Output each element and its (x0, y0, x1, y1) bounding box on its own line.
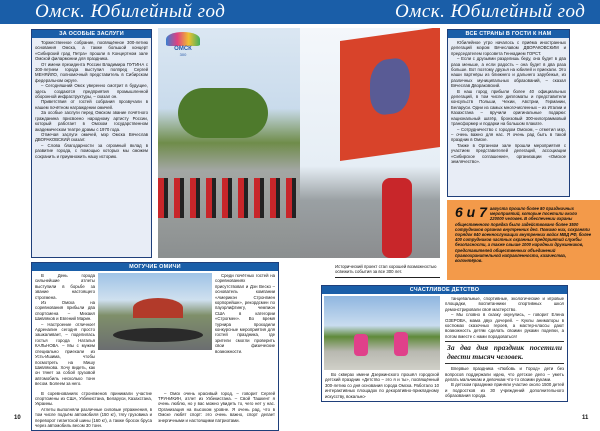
strongmen-photo (98, 273, 212, 350)
pull-quote: За два дня праздник посетили двести тысяч человек. (445, 341, 564, 364)
flag-photo (300, 28, 440, 258)
paragraph: Приветствия от гостей собрания прозвучали в нашем почётном награждении омичей. (35, 99, 148, 110)
merits-article (31, 29, 152, 258)
omsk-300-logo: ОМСК 300 (166, 32, 200, 57)
paragraph: Торжественное собрание, посвящённое 300-летию основания Омска, а также большой концерт «Сибирский град Петра» прошли в Концертном зале Омской филармонии для праздника. (35, 40, 148, 62)
stats-dates: 6 и 7 (455, 204, 487, 220)
paragraph: От имени президента России Владимира ПУТИНА с 300-летием города выступил полпред Сергей МЕНЯЙЛО, полномочный представитель в Сибирском федеральном округе. (35, 61, 148, 83)
merits-heading: ЗА ОСОБЫЕ ЗАСЛУГИ (32, 30, 151, 38)
page-title-right: Омск. Юбилейный год (395, 1, 586, 22)
page-title-left: Омск. Юбилейный год (35, 1, 226, 22)
page-number-right: 11 (582, 415, 589, 421)
paragraph: За особые заслуги перед Омском звание почётного гражданина присвоено народному артисту России, который работает в Омском государственном академическом театре драмы с 1970 года. (35, 110, 148, 132)
merits-text (32, 38, 151, 161)
strongmen-heading: МОГУЧИЕ ОМИЧИ (32, 263, 278, 271)
paragraph: – Сотрудничество с городом Омском, – отметил мэр, – очень важно для нас. Я очень рад быть в такой праздник в Омске. (451, 126, 566, 143)
childhood-text: танцевальные, спортивные, экологические и игровые площадки, воспитанники спортивных школ демонстрировали своё мастерство. – Мы словно в сказку окунулись, – говорит Елена ОЗЕРОВА, мама двух дочерей. – Куклы аниматоры в костюмах сказочных героев, а мастер-классы дают возможность детям сделать своими руками поделки, а потом вместе с нами порадоваться! За два дня праздник посетили двести тысяч человек. Впервые праздника «Любовь и Город» дети без вопросов поддержали идею, что детское дело – уметь делать мальчикам и девочкам что-то своими руками. В детском празднике приняли участие около 1500 детей и подростков из 30 учреждений дополнительного образования города. (445, 296, 564, 399)
paragraph: – Сегодняшний Омск уверенно смотрит в будущее, здесь создаются предприятия промышленной оборонной инфраструктуры, – сказал он. (35, 83, 148, 100)
strongmen-col2-bottom: – Омск очень красивый город, – говорит Сергей ТРУНИКИН, атлет из Узбекистана. – Свой Ташкент я очень люблю, но у вас можно увидеть то, чего нет у нас. Организация на высоком уровне. Я очень рад, что в Омске любят спорт: это очень важно, спорт делает энергичными и настоящими патриотами. (158, 390, 275, 423)
paragraph: Отмечая заслуги омичей, мэр Омска Вячеслав ДВОРАКОВСКИЙ сказал: (35, 131, 148, 143)
paragraph: – Слова благодарности за огромный вклад в развитие города, с помощью которых мы сможем сохранить и приумножить нашу историю. (35, 142, 148, 159)
omsk-flag (340, 28, 440, 161)
strongmen-col1: В День города сильнейшие атлеты выступили в борьбе за звание настоящего строгмена. Из Омска на соревнования прибыли два спортсмена – Михаил Шивляков и Евгений Марин. – Настроение отличное! Адреналин сегодня просто зашкаливает, – поделилась гостья города Наталья КАЛЬНОВА. – Мы с мужем специально приехали из Усть-Ишима, чтобы посмотреть на Мишу Шивлякова. Хочу видеть, как он тянет за собой грузовой автомобиль несколько тонн весом. Болеем за него. (35, 273, 95, 387)
performer (382, 178, 412, 258)
strongmen-bottom-row (32, 389, 278, 431)
guests-heading: ВСЕ СТРАНЫ В ГОСТИ К НАМ (448, 30, 569, 38)
paragraph: Юбилейное утро началось с приёма иностранных делегаций мэром Вячеславом ДВОРАКОВСКИМ и председателем горсовета Геннадием ГОРСТ. (451, 40, 566, 56)
childhood-heading: СЧАСТЛИВОЕ ДЕТСТВО (322, 286, 567, 294)
stats-box (447, 200, 600, 280)
tree (178, 88, 268, 138)
strongmen-col1-bottom: В соревнованиях стронгменов принимали участие спортсмены из США, Узбекистана, Беларуси, Казахстана, Украины. Атлеты выполняли различные силовые упражнения, в том числе подъём автомобиля (150 кг), тягу грузовика и переворот гигантской шины (160 кг), а также бросок бруса через автомобиль весом 30 тонн. (35, 390, 152, 428)
childhood-caption: Во скверах имени Дзержинского прошёл городской детский праздник «Детство – это я и ты», посвящённый 300-летию со дня основания города Омска. Работало 10 интерактивных площадок по декоративно-прикладному искусству, вокально- (325, 372, 439, 399)
strongmen-article (31, 262, 279, 431)
childhood-article (321, 285, 568, 402)
guests-text (448, 38, 569, 166)
paragraph: В наш город прибыли более 40 официальных делегаций, в том числе дипломаты и представители консульств Польши, Чехии, Австрии, Германии, Беларуси. Одни из самых многочисленных – из Италии и Казахстана – вручили оригинальные подарки: национальный шатёр, бронзовый 300-килограммовый трансформер и подарки на большом плакате. (451, 88, 566, 127)
childhood-photo (324, 296, 440, 370)
paragraph: Также в Органном зале прошли мероприятия с участием представителей делегаций, ассоциации «Сибирское соглашение», организации «Омское землячество». (451, 142, 566, 164)
childhood-left-column (322, 294, 442, 401)
parade-photo (158, 28, 300, 258)
childhood-row (322, 294, 567, 401)
paragraph: – Если с друзьями разделишь беду, она будет в два раза меньше, а если радость – она будет в два раза больше. Вот поэтому друзья на юбилей и приехали. Это наши партнёры из ближнего и дальнего зарубежья, из различных муниципальных образований, – сказал Вячеслав Двораковский. (451, 56, 566, 89)
page-number-left: 10 (14, 415, 21, 421)
strongmen-col2: Среди почётных гостей на соревнованиях присутствовал и Дэн Веско – основатель компании «Америкэн Стронгмен корпорейшн», рекордсмен по пауэрлифтингу, чемпион США в категории «Строгмен». Во время турнира проходили конкурсные мероприятия для гостей праздника, где зрители смогли проверить свои физические возможности. (215, 273, 275, 354)
strongmen-top-row (32, 271, 278, 389)
photo-caption: Исторический проект стал хорошей возможностью освежить события за все 300 лет. (335, 264, 440, 278)
stats-text: августа прошло более 80 праздничных мероприятий, которые посетили около 220000 человек. В обеспечении охраны общественного порядка было задействовано более 3500 сотрудников органов внутренних дел. Помимо них, сохраняли порядок 640 военнослужащих внутренних войск МВД РФ, более 400 сотрудников частных охранных предприятий службы безопасности, а также свыше 1000 народных дружинников, представителей общественных объединений правоохранительной направленности, казачества, волонтёров. (455, 206, 592, 264)
guests-article (447, 29, 570, 197)
marching-band (158, 178, 300, 218)
